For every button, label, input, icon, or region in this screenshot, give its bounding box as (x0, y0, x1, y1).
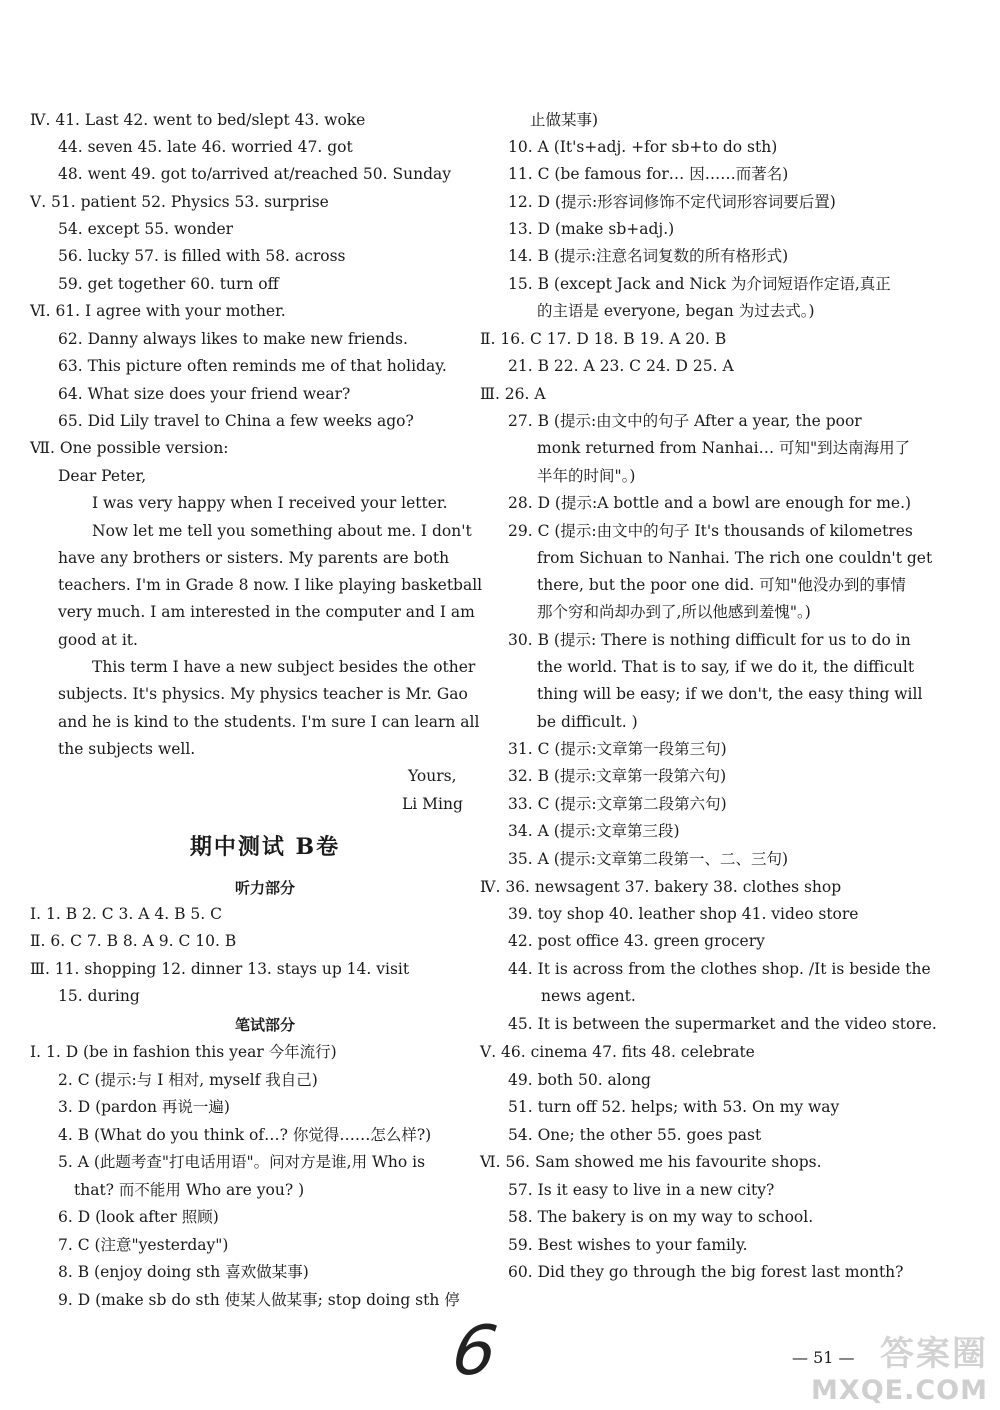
listening-title: 听力部分 (234, 879, 295, 897)
answer-line: news agent. (541, 987, 636, 1005)
answer-line: the subjects well. (58, 740, 196, 758)
writing-answer-line: 8. B (enjoy doing sth 喜欢做某事) (58, 1263, 309, 1281)
section-title: 期中测试 B卷 (189, 834, 341, 860)
writing-answer-line: 7. C (注意"yesterday") (58, 1236, 229, 1254)
answer-line: 62. Danny always likes to make new friends. (58, 330, 408, 348)
handwritten-mark: 6 (447, 1312, 502, 1391)
answer-line: I was very happy when I received your letter. (92, 494, 448, 512)
answer-line: Ⅱ. 16. C 17. D 18. B 19. A 20. B (480, 330, 727, 348)
answer-line: monk returned from Nanhai… 可知"到达南海用了 (537, 439, 911, 457)
writing-title: 笔试部分 (234, 1016, 295, 1034)
answer-line: Ⅴ. 51. patient 52. Physics 53. surprise (30, 193, 329, 211)
answer-line: from Sichuan to Nanhai. The rich one couldn't get (537, 549, 933, 567)
answer-line: 30. B (提示: There is nothing difficult for us to do in (508, 631, 911, 649)
writing-answer-line: 9. D (make sb do sth 使某人做某事; stop doing sth 停 (58, 1291, 460, 1309)
watermark-logo: 答案圈 (880, 1334, 988, 1374)
page-number: — 51 — (792, 1348, 855, 1367)
answer-line: 59. Best wishes to your family. (508, 1236, 748, 1254)
answer-line: 27. B (提示:由文中的句子 After a year, the poor (508, 412, 862, 430)
answer-line: 45. It is between the supermarket and the video store. (508, 1015, 937, 1033)
answer-line: 11. C (be famous for… 因……而著名) (508, 165, 789, 183)
writing-answer-line: 5. A (此题考查"打电话用语"。问对方是谁,用 Who is (58, 1153, 426, 1171)
answer-line: 12. D (提示:形容词修饰不定代词形容词要后置) (508, 193, 836, 211)
answer-line: 54. One; the other 55. goes past (508, 1126, 762, 1144)
answer-line: 13. D (make sb+adj.) (508, 220, 675, 238)
answer-line: Ⅵ. 61. I agree with your mother. (30, 302, 286, 320)
answer-line: thing will be easy; if we don't, the easy thing will (537, 685, 923, 703)
answer-line: Li Ming (402, 795, 463, 813)
answer-line: good at it. (58, 631, 138, 649)
answer-line: 的主语是 everyone, began 为过去式。) (537, 302, 815, 320)
answer-line: 65. Did Lily travel to China a few weeks ago? (58, 412, 414, 430)
answer-line: 48. went 49. got to/arrived at/reached 50. Sunday (58, 165, 452, 183)
listening-answer-line: Ⅲ. 11. shopping 12. dinner 13. stays up 14. visit (30, 960, 410, 978)
answer-line: 44. seven 45. late 46. worried 47. got (58, 138, 353, 156)
answer-line: Ⅵ. 56. Sam showed me his favourite shops. (480, 1153, 822, 1171)
answer-line: 44. It is across from the clothes shop. /It is beside the (508, 960, 931, 978)
answer-line: 28. D (提示:A bottle and a bowl are enough for me.) (508, 494, 912, 512)
answer-line: be difficult. ) (537, 713, 638, 731)
answer-line: 64. What size does your friend wear? (58, 385, 351, 403)
answer-line: teachers. I'm in Grade 8 now. I like playing basketball (58, 576, 483, 594)
answer-line: 35. A (提示:文章第二段第一、二、三句) (508, 850, 789, 868)
answer-line: Ⅳ. 36. newsagent 37. bakery 38. clothes shop (480, 878, 842, 896)
answer-line: 57. Is it easy to live in a new city? (508, 1181, 775, 1199)
answer-line: 49. both 50. along (508, 1071, 651, 1089)
answer-line: subjects. It's physics. My physics teacher is Mr. Gao (58, 685, 468, 703)
answer-line: 39. toy shop 40. leather shop 41. video store (508, 905, 859, 923)
answer-line: Ⅴ. 46. cinema 47. fits 48. celebrate (480, 1043, 755, 1061)
listening-answer-line: 15. during (58, 987, 140, 1005)
answer-line: 止做某事) (530, 111, 599, 129)
answer-line: Now let me tell you something about me. I don't (92, 522, 472, 540)
watermark-url: MXQE.COM (811, 1375, 988, 1406)
answer-line: 那个穷和尚却办到了,所以他感到羞愧"。) (537, 603, 811, 621)
writing-answer-line: that? 而不能用 Who are you? ) (74, 1181, 305, 1199)
answer-line: 34. A (提示:文章第三段) (508, 822, 680, 840)
writing-answer-line: 4. B (What do you think of…? 你觉得……怎么样?) (58, 1126, 432, 1144)
answer-line: Ⅳ. 41. Last 42. went to bed/slept 43. woke (30, 111, 366, 129)
answer-line: This term I have a new subject besides the other (92, 658, 476, 676)
answer-line: 15. B (except Jack and Nick 为介词短语作定语,真正 (508, 275, 891, 293)
answer-line: have any brothers or sisters. My parents are both (58, 549, 450, 567)
answer-line: 58. The bakery is on my way to school. (508, 1208, 814, 1226)
answer-line: there, but the poor one did. 可知"他没办到的事情 (537, 576, 906, 594)
answer-line: Yours, (408, 767, 457, 785)
answer-line: 63. This picture often reminds me of that holiday. (58, 357, 447, 375)
answer-line: 56. lucky 57. is filled with 58. across (58, 247, 346, 265)
answer-line: 31. C (提示:文章第一段第三句) (508, 740, 727, 758)
answer-line: 10. A (It's+adj. +for sb+to do sth) (508, 138, 778, 156)
writing-answer-line: 2. C (提示:与 I 相对, myself 我自己) (58, 1071, 318, 1089)
answer-line: Ⅲ. 26. A (480, 385, 546, 403)
answer-line: 60. Did they go through the big forest last month? (508, 1263, 904, 1281)
listening-answer-line: Ⅰ. 1. B 2. C 3. A 4. B 5. C (30, 905, 222, 923)
answer-line: 54. except 55. wonder (58, 220, 234, 238)
watermark (811, 1326, 988, 1406)
answer-line: 29. C (提示:由文中的句子 It's thousands of kilometres (508, 522, 913, 540)
answer-line: Ⅶ. One possible version: (30, 439, 229, 457)
answer-line: 42. post office 43. green grocery (508, 932, 765, 950)
answer-line: 51. turn off 52. helps; with 53. On my way (508, 1098, 840, 1116)
answer-line: the world. That is to say, if we do it, the difficult (537, 658, 915, 676)
writing-answer-line: Ⅰ. 1. D (be in fashion this year 今年流行) (30, 1043, 337, 1061)
answer-line: very much. I am interested in the computer and I am (58, 603, 475, 621)
answer-line: 59. get together 60. turn off (58, 275, 279, 293)
answer-line: 32. B (提示:文章第一段第六句) (508, 767, 727, 785)
answer-line: 半年的时间"。) (537, 467, 636, 485)
answer-line: 33. C (提示:文章第二段第六句) (508, 795, 727, 813)
listening-answer-line: Ⅱ. 6. C 7. B 8. A 9. C 10. B (30, 932, 237, 950)
answer-line: Dear Peter, (58, 467, 147, 485)
answer-line: and he is kind to the students. I'm sure I can learn all (58, 713, 480, 731)
writing-answer-line: 6. D (look after 照顾) (58, 1208, 219, 1226)
answer-line: 21. B 22. A 23. C 24. D 25. A (508, 357, 734, 375)
writing-answer-line: 3. D (pardon 再说一遍) (58, 1098, 230, 1116)
answer-line: 14. B (提示:注意名词复数的所有格形式) (508, 247, 789, 265)
